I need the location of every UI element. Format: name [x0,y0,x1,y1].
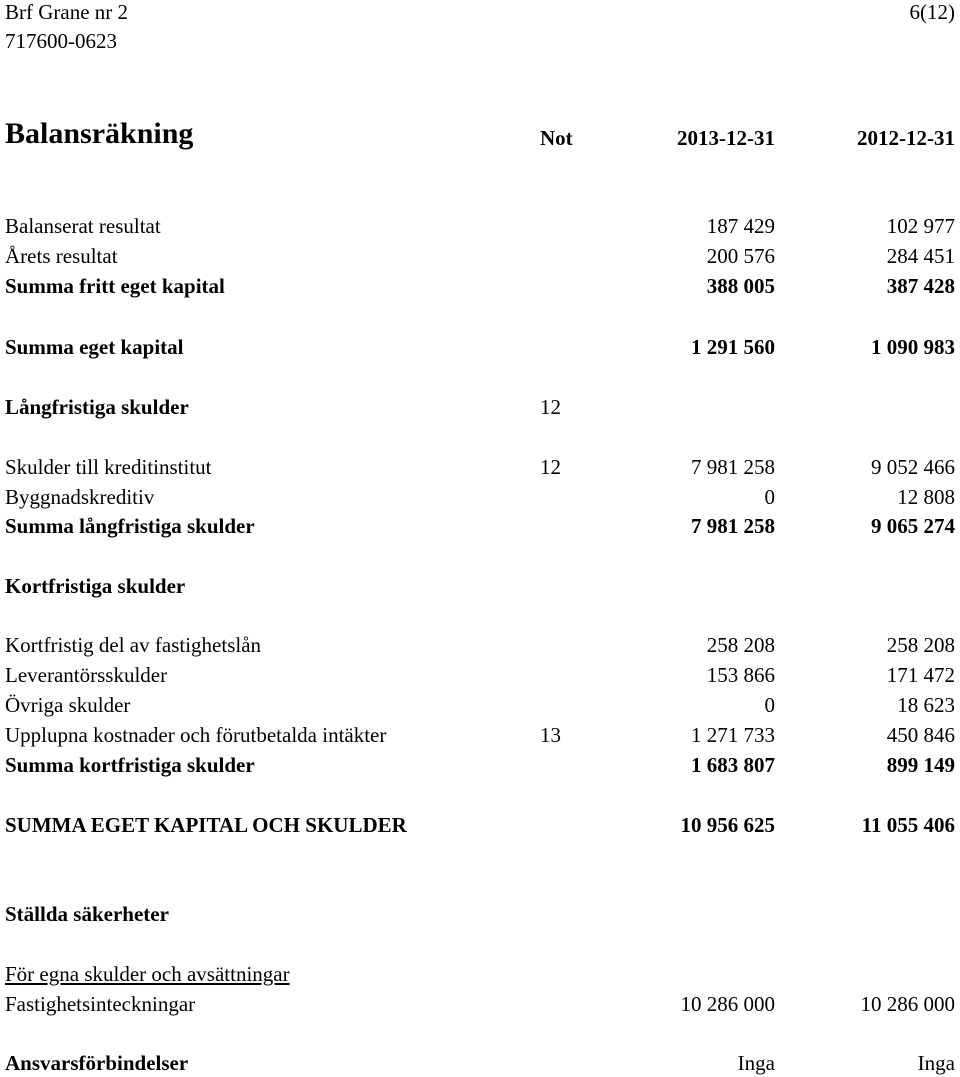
column-header-2013: 2013-12-31 [677,126,775,150]
row-value-2012: 258 208 [886,633,955,657]
row-value-2013: 258 208 [706,633,775,657]
row-value-2012: 102 977 [886,214,955,238]
row-value-2013: 187 429 [706,214,775,238]
subtotal-value-2013: 7 981 258 [691,514,775,538]
row-label: Skulder till kreditinstitut [5,455,212,479]
page-title: Balansräkning [5,117,194,150]
subtotal-label: Summa kortfristiga skulder [5,753,255,777]
subtotal-value-2012: 899 149 [886,753,955,777]
row-value-2013: 0 [764,485,775,509]
row-value-2012: 450 846 [886,723,955,747]
row-label: Övriga skulder [5,693,131,717]
row-value-2013: 153 866 [706,663,775,687]
subtotal-label: Summa eget kapital [5,335,184,359]
subtotal-value-2012: 9 065 274 [871,514,955,538]
column-header-2012: 2012-12-31 [857,126,955,150]
subsection-heading: För egna skulder och avsättningar [5,962,290,986]
row-label: Årets resultat [5,244,118,268]
row-value-2012: 10 286 000 [860,992,955,1016]
row-value-2013: 1 271 733 [691,723,775,747]
row-label: Balanserat resultat [5,214,161,238]
row-value-2012: Inga [917,1051,955,1075]
row-value-2013: 10 286 000 [680,992,775,1016]
row-label: Upplupna kostnader och förutbetalda intäkter [5,723,387,747]
row-label: Leverantörsskulder [5,663,168,687]
row-label: Kortfristig del av fastighetslån [5,633,262,657]
page-number: 6(12) [909,0,955,24]
row-label: Fastighetsinteckningar [5,992,196,1016]
row-label: Byggnadskreditiv [5,485,155,509]
total-value-2012: 11 055 406 [861,813,955,837]
section-heading: Långfristiga skulder [5,395,189,419]
row-value-2012: 284 451 [886,244,955,268]
subtotal-value-2012: 1 090 983 [871,335,955,359]
org-name: Brf Grane nr 2 [5,0,129,24]
column-header-not: Not [540,126,573,150]
section-heading: Ställda säkerheter [5,902,169,926]
row-value-2013: Inga [737,1051,775,1075]
row-value-2013: 7 981 258 [691,455,775,479]
subtotal-value-2013: 1 683 807 [691,753,775,777]
note-reference: 12 [540,395,561,419]
note-reference: 12 [540,455,561,479]
total-value-2013: 10 956 625 [680,813,775,837]
row-value-2012: 18 623 [897,693,955,717]
org-number: 717600-0623 [5,29,117,53]
section-heading: Ansvarsförbindelser [5,1051,189,1075]
section-heading: Kortfristiga skulder [5,574,186,598]
row-value-2013: 0 [764,693,775,717]
note-reference: 13 [540,723,561,747]
total-label: SUMMA EGET KAPITAL OCH SKULDER [5,813,407,837]
row-value-2013: 200 576 [706,244,775,268]
row-value-2012: 9 052 466 [871,455,955,479]
subtotal-value-2013: 388 005 [706,274,775,298]
row-value-2012: 12 808 [897,485,955,509]
subtotal-value-2013: 1 291 560 [691,335,775,359]
subtotal-value-2012: 387 428 [886,274,955,298]
subtotal-label: Summa fritt eget kapital [5,274,225,298]
row-value-2012: 171 472 [886,663,955,687]
subtotal-label: Summa långfristiga skulder [5,514,255,538]
